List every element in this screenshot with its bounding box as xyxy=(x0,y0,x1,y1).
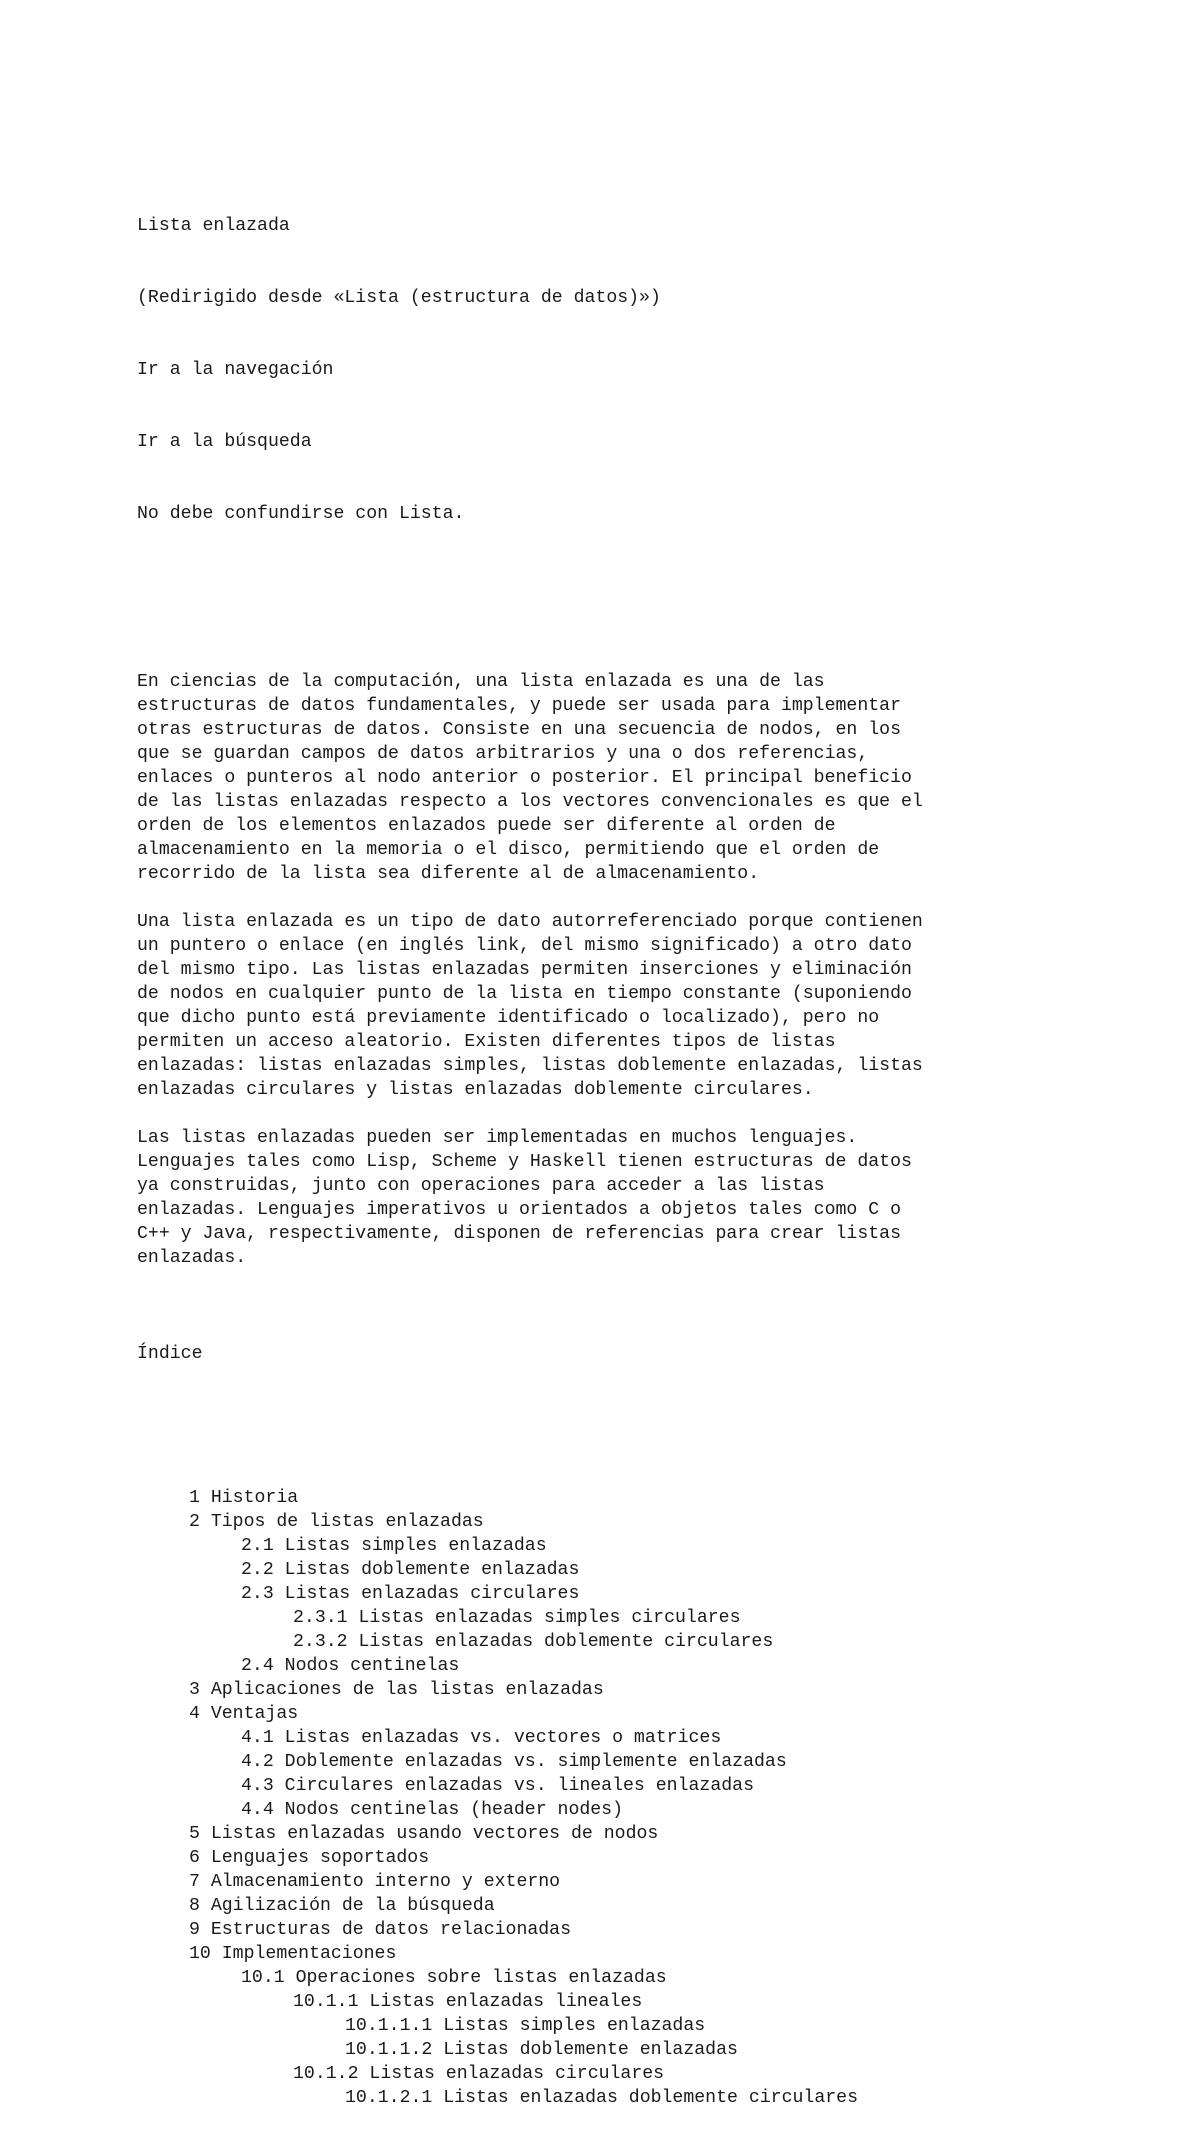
toc-item[interactable] xyxy=(137,1966,1147,1990)
toc-item[interactable] xyxy=(137,1558,1147,1582)
paragraph-line: ya construidas, junto con operaciones para acceder a las listas xyxy=(137,1176,825,1196)
toc-number: 10.1 xyxy=(241,1968,296,1988)
toc-label: Historia xyxy=(210,1488,299,1508)
paragraph-line: almacenamiento en la memoria o el disco, permitiendo que el orden de xyxy=(137,840,880,860)
paragraph-line: otras estructuras de datos. Consiste en una secuencia de nodos, en los xyxy=(137,720,901,740)
toc-label: Listas enlazadas circulares xyxy=(369,2064,665,2084)
toc-item[interactable] xyxy=(137,1702,1147,1726)
toc-item[interactable] xyxy=(137,1750,1147,1774)
toc-label: Listas enlazadas simples circulares xyxy=(358,1608,741,1628)
toc-item[interactable] xyxy=(137,1582,1147,1606)
page-title: Lista enlazada xyxy=(137,216,290,236)
toc-number: 6 xyxy=(189,1848,211,1868)
toc-label: Doblemente enlazadas vs. simplemente enlazadas xyxy=(284,1752,787,1772)
spacer xyxy=(137,574,1147,598)
toc-label: Listas enlazadas vs. vectores o matrices xyxy=(284,1728,722,1748)
toc-number: 10.1.1 xyxy=(293,1992,370,2012)
toc-number: 2.3 xyxy=(241,1584,285,1604)
toc-number: 10.1.2 xyxy=(293,2064,370,2084)
toc-item[interactable] xyxy=(137,1630,1147,1654)
paragraph-line: Una lista enlazada es un tipo de dato autorreferenciado porque contienen xyxy=(137,912,923,932)
toc-item[interactable] xyxy=(137,1990,1147,2014)
paragraph xyxy=(137,670,1147,886)
paragraph xyxy=(137,1126,1147,1270)
paragraph-line: Las listas enlazadas pueden ser implementadas en muchos lenguajes. xyxy=(137,1128,858,1148)
paragraph-line: estructuras de datos fundamentales, y puede ser usada para implementar xyxy=(137,696,901,716)
toc-label: Listas enlazadas doblemente circulares xyxy=(358,1632,774,1652)
toc-item[interactable] xyxy=(137,1726,1147,1750)
paragraph-line: enlazadas. xyxy=(137,1248,247,1268)
spacer xyxy=(137,1102,1147,1126)
paragraph-line: recorrido de la lista sea diferente al de almacenamiento. xyxy=(137,864,760,884)
paragraph-line: En ciencias de la computación, una lista enlazada es una de las xyxy=(137,672,825,692)
paragraph-line: de nodos en cualquier punto de la lista en tiempo constante (suponiendo xyxy=(137,984,912,1004)
paragraph-line: que se guardan campos de datos arbitrarios y una o dos referencias, xyxy=(137,744,869,764)
toc-number: 10.1.1.1 xyxy=(345,2016,444,2036)
toc-item[interactable] xyxy=(137,1942,1147,1966)
toc-label: Listas enlazadas lineales xyxy=(369,1992,643,2012)
toc-item[interactable] xyxy=(137,2014,1147,2038)
toc-number: 10 xyxy=(189,1944,222,1964)
toc-number: 7 xyxy=(189,1872,211,1892)
redirect-note: (Redirigido desde «Lista (estructura de datos)») xyxy=(137,288,661,308)
paragraph-line: del mismo tipo. Las listas enlazadas permiten inserciones y eliminación xyxy=(137,960,912,980)
toc-number: 2.3.2 xyxy=(293,1632,359,1652)
toc-number: 10.1.2.1 xyxy=(345,2088,444,2108)
toc-item[interactable] xyxy=(137,1534,1147,1558)
toc-heading: Índice xyxy=(137,1344,203,1364)
toc-label: Operaciones sobre listas enlazadas xyxy=(295,1968,667,1988)
toc-item[interactable] xyxy=(137,1606,1147,1630)
toc-number: 4.3 xyxy=(241,1776,285,1796)
toc-label: Circulares enlazadas vs. lineales enlazadas xyxy=(284,1776,754,1796)
toc-number: 4 xyxy=(189,1704,211,1724)
paragraph-line: permiten un acceso aleatorio. Existen diferentes tipos de listas xyxy=(137,1032,836,1052)
toc-item[interactable] xyxy=(137,1774,1147,1798)
toc-number: 10.1.1.2 xyxy=(345,2040,444,2060)
paragraph-line: orden de los elementos enlazados puede ser diferente al orden de xyxy=(137,816,836,836)
toc-item[interactable] xyxy=(137,1846,1147,1870)
paragraph-line: un puntero o enlace (en inglés link, del mismo significado) a otro dato xyxy=(137,936,912,956)
paragraph-line: enlazadas circulares y listas enlazadas doblemente circulares. xyxy=(137,1080,814,1100)
toc-label: Listas enlazadas circulares xyxy=(284,1584,580,1604)
toc-label: Ventajas xyxy=(210,1704,299,1724)
toc-label: Estructuras de datos relacionadas xyxy=(210,1920,572,1940)
toc-label: Nodos centinelas xyxy=(284,1656,460,1676)
nav-link[interactable]: Ir a la navegación xyxy=(137,360,334,380)
toc-label: Agilización de la búsqueda xyxy=(210,1896,495,1916)
paragraph-line: de las listas enlazadas respecto a los vectores convencionales es que el xyxy=(137,792,923,812)
paragraph-line: enlaces o punteros al nodo anterior o posterior. El principal beneficio xyxy=(137,768,912,788)
toc-number: 1 xyxy=(189,1488,211,1508)
toc-number: 2.4 xyxy=(241,1656,285,1676)
toc-label: Almacenamiento interno y externo xyxy=(210,1872,561,1892)
toc-label: Listas doblemente enlazadas xyxy=(443,2040,738,2060)
toc-label: Lenguajes soportados xyxy=(210,1848,430,1868)
spacer xyxy=(137,886,1147,910)
toc-item[interactable] xyxy=(137,1654,1147,1678)
paragraph xyxy=(137,910,1147,1102)
toc-label: Listas enlazadas doblemente circulares xyxy=(443,2088,858,2108)
toc-label: Listas simples enlazadas xyxy=(284,1536,547,1556)
toc-number: 2.2 xyxy=(241,1560,285,1580)
toc-number: 4.1 xyxy=(241,1728,285,1748)
toc-number: 3 xyxy=(189,1680,211,1700)
toc-item[interactable] xyxy=(137,1870,1147,1894)
toc-number: 8 xyxy=(189,1896,211,1916)
paragraph-line: enlazadas: listas enlazadas simples, listas doblemente enlazadas, listas xyxy=(137,1056,923,1076)
paragraph-line: enlazadas. Lenguajes imperativos u orientados a objetos tales como C o xyxy=(137,1200,901,1220)
toc-number: 4.2 xyxy=(241,1752,285,1772)
toc-item[interactable] xyxy=(137,2086,1147,2110)
toc-item[interactable] xyxy=(137,1894,1147,1918)
paragraph-line: que dicho punto está previamente identificado o localizado), pero no xyxy=(137,1008,880,1028)
toc-item[interactable] xyxy=(137,1510,1147,1534)
toc-number: 2 xyxy=(189,1512,211,1532)
document-page xyxy=(137,166,1147,2134)
toc-item[interactable] xyxy=(137,2038,1147,2062)
toc-item[interactable] xyxy=(137,1798,1147,1822)
spacer xyxy=(137,1414,1147,1438)
toc-label: Listas doblemente enlazadas xyxy=(284,1560,580,1580)
toc-item[interactable] xyxy=(137,1918,1147,1942)
search-link[interactable]: Ir a la búsqueda xyxy=(137,432,312,452)
table-of-contents xyxy=(137,1486,1147,2110)
toc-item[interactable] xyxy=(137,2062,1147,2086)
body-text xyxy=(137,670,1147,1270)
toc-item[interactable] xyxy=(137,1486,1147,1510)
toc-label: Implementaciones xyxy=(221,1944,397,1964)
hatnote: No debe confundirse con Lista. xyxy=(137,504,465,524)
toc-number: 9 xyxy=(189,1920,211,1940)
toc-label: Listas enlazadas usando vectores de nodos xyxy=(210,1824,659,1844)
toc-number: 2.1 xyxy=(241,1536,285,1556)
toc-label: Nodos centinelas (header nodes) xyxy=(284,1800,624,1820)
toc-item[interactable] xyxy=(137,1822,1147,1846)
paragraph-line: Lenguajes tales como Lisp, Scheme y Haskell tienen estructuras de datos xyxy=(137,1152,912,1172)
toc-item[interactable] xyxy=(137,1678,1147,1702)
toc-label: Tipos de listas enlazadas xyxy=(210,1512,484,1532)
toc-number: 2.3.1 xyxy=(293,1608,359,1628)
toc-number: 5 xyxy=(189,1824,211,1844)
toc-label: Listas simples enlazadas xyxy=(443,2016,706,2036)
paragraph-line: C++ y Java, respectivamente, disponen de referencias para crear listas xyxy=(137,1224,901,1244)
toc-label: Aplicaciones de las listas enlazadas xyxy=(210,1680,604,1700)
toc-number: 4.4 xyxy=(241,1800,285,1820)
